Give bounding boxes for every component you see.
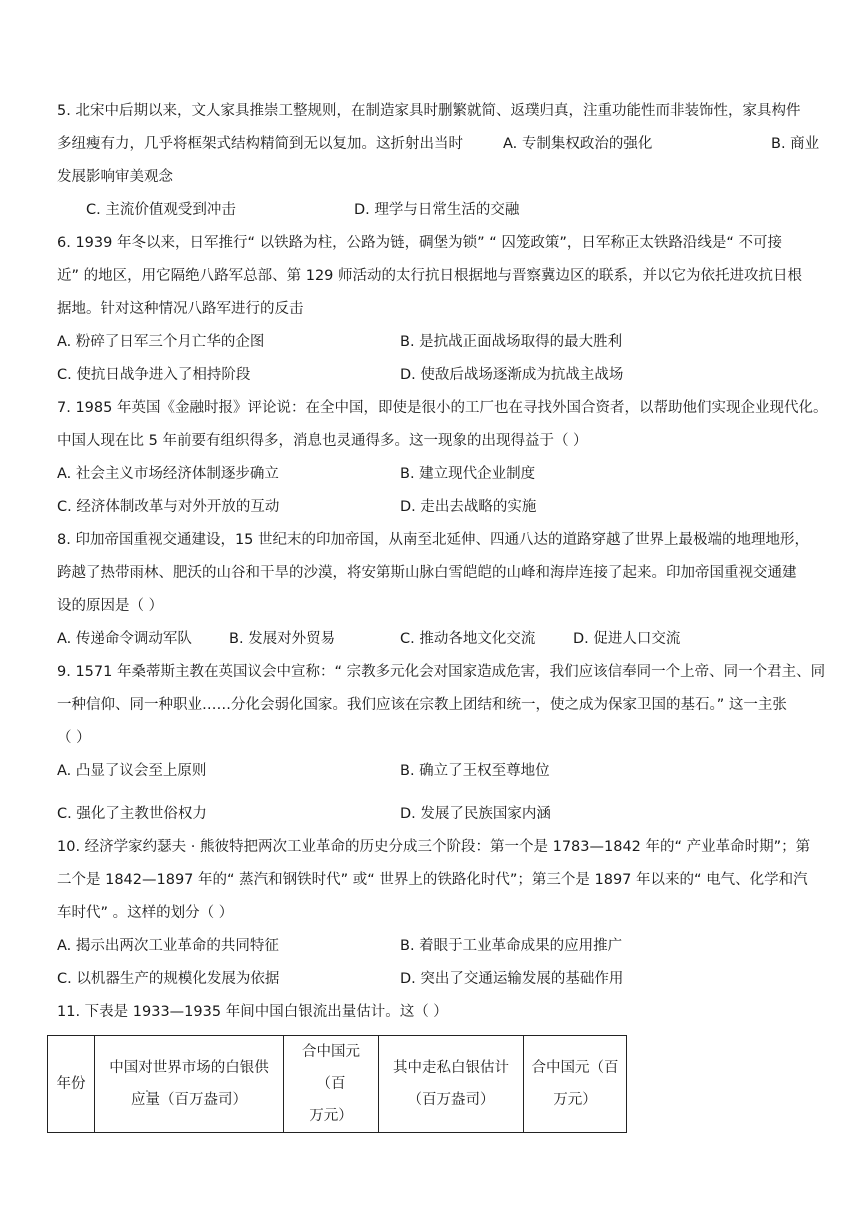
q10-option-a: A. 揭示出两次工业革命的共同特征 — [57, 938, 279, 954]
q8-stem-line-2: 跨越了热带雨林、肥沃的山谷和干旱的沙漠，将安第斯山脉白雪皑皑的山峰和海岸连接了起来。印加帝国重视交通建 — [57, 565, 797, 581]
q7-option-a: A. 社会主义市场经济体制逐步确立 — [57, 466, 279, 482]
q5-option-d: D. 理学与日常生活的交融 — [354, 202, 520, 218]
q7-option-d: D. 走出去战略的实施 — [400, 499, 537, 515]
q6-option-d: D. 使敌后战场逐渐成为抗战主战场 — [400, 367, 624, 383]
q6-stem-line-2: 近” 的地区，用它隔绝八路军总部、第 129 师活动的太行抗日根据地与晋察冀边区的联系，并以它为依托进攻抗日根 — [57, 268, 803, 284]
q7-stem-line-1: 7. 1985 年英国《金融时报》评论说：在全中国，即使是很小的工厂也在寻找外国合资者，以帮助他们实现企业现代化。 — [57, 400, 828, 416]
header-yuan-1-line-1: 合中国元（百 — [302, 1044, 360, 1092]
q8-option-b: B. 发展对外贸易 — [229, 631, 336, 647]
q7-option-c: C. 经济体制改革与对外开放的互动 — [57, 499, 280, 515]
q9-option-c: C. 强化了主教世俗权力 — [57, 806, 207, 822]
q11-stem-line-1: 11. 下表是 1933—1935 年间中国白银流出量估计。这（ ） — [57, 1004, 448, 1020]
silver-outflow-table — [47, 1035, 627, 1133]
q5-option-c: C. 主流价值观受到冲击 — [86, 202, 236, 218]
header-yuan-1-line-2: 万元） — [309, 1108, 353, 1124]
q10-stem-line-2: 二个是 1842—1897 年的“ 蒸汽和钢铁时代” 或“ 世界上的铁路化时代”；第三个是 1897 年以来的“ 电气、化学和汽 — [57, 872, 808, 888]
q9-stem-line-2: 一种信仰、同一种职业……分化会弱化国家。我们应该在宗教上团结和统一，使之成为保家卫国的基石。” 这一主张 — [57, 697, 787, 713]
q5-stem-line-1: 5. 北宋中后期以来，文人家具推崇工整规则，在制造家具时删繁就简、返璞归真，注重功能性而非装饰性，家具构件 — [57, 103, 801, 119]
q10-stem-line-3: 车时代” 。这样的划分（ ） — [57, 905, 234, 921]
q8-stem-line-1: 8. 印加帝国重视交通建设，15 世纪末的印加帝国，从南至北延伸、四通八达的道路穿越了世界上最极端的地理地形， — [57, 532, 809, 548]
q10-option-d: D. 突出了交通运输发展的基础作用 — [400, 971, 624, 987]
q6-stem-line-3: 据地。针对这种情况八路军进行的反击 — [57, 301, 304, 317]
q8-option-c: C. 推动各地文化交流 — [400, 631, 536, 647]
header-smuggled — [379, 1036, 524, 1133]
q5-stem-line-2: 多纽瘦有力，几乎将框架式结构精简到无以复加。这折射出当时 — [57, 136, 463, 152]
q7-stem-line-2: 中国人现在比 5 年前要有组织得多，消息也灵通得多。这一现象的出现得益于（ ） — [57, 433, 588, 449]
q5-option-b-continued: 发展影响审美观念 — [57, 169, 173, 185]
q10-option-c: C. 以机器生产的规模化发展为依据 — [57, 971, 280, 987]
scan-speck — [146, 1090, 148, 1092]
header-smuggled-line-1: 其中走私白银估计 — [393, 1060, 509, 1076]
q10-option-b: B. 着眼于工业革命成果的应用推广 — [400, 938, 623, 954]
header-yuan-2-line-1: 合中国元（百 — [531, 1060, 619, 1076]
q6-stem-line-1: 6. 1939 年冬以来，日军推行“ 以铁路为柱，公路为链，碉堡为锁” “ 囚笼政策”，日军称正太铁路沿线是“ 不可接 — [57, 235, 782, 251]
q9-option-b: B. 确立了王权至尊地位 — [400, 763, 550, 779]
q8-option-a: A. 传递命令调动军队 — [57, 631, 192, 647]
header-yuan-2 — [524, 1036, 627, 1133]
q6-option-b: B. 是抗战正面战场取得的最大胜利 — [400, 334, 623, 350]
header-yuan-1 — [284, 1036, 379, 1133]
q6-option-a: A. 粉碎了日军三个月亡华的企图 — [57, 334, 265, 350]
q9-stem-line-3: （ ） — [57, 730, 91, 746]
q9-stem-line-1: 9. 1571 年桑蒂斯主教在英国议会中宣称：“ 宗教多元化会对国家造成危害，我们应该信奉同一个上帝、同一个君主、同 — [57, 664, 826, 680]
header-supply-line-1: 中国对世界市场的白银供 — [109, 1060, 269, 1076]
header-year — [48, 1036, 95, 1133]
q9-option-a: A. 凸显了议会至上原则 — [57, 763, 207, 779]
q8-option-d: D. 促进人口交流 — [573, 631, 681, 647]
q9-option-d: D. 发展了民族国家内涵 — [400, 806, 551, 822]
q8-stem-line-3: 设的原因是（ ） — [57, 598, 164, 614]
q10-stem-line-1: 10. 经济学家约瑟夫 · 熊彼特把两次工业革命的历史分成三个阶段：第一个是 1783—1842 年的“ 产业革命时期”；第 — [57, 839, 811, 855]
q7-option-b: B. 建立现代企业制度 — [400, 466, 536, 482]
header-smuggled-line-2: （百万盎司） — [407, 1092, 495, 1108]
q6-option-c: C. 使抗日战争进入了相持阶段 — [57, 367, 251, 383]
q5-option-b: B. 商业 — [771, 136, 820, 152]
header-yuan-2-line-2: 万元） — [553, 1092, 597, 1108]
header-supply-line-2: 应量（百万盎司） — [131, 1092, 247, 1108]
table-header-row — [48, 1036, 627, 1133]
header-supply — [95, 1036, 284, 1133]
q5-option-a: A. 专制集权政治的强化 — [503, 136, 653, 152]
header-year-text: 年份 — [56, 1076, 86, 1092]
